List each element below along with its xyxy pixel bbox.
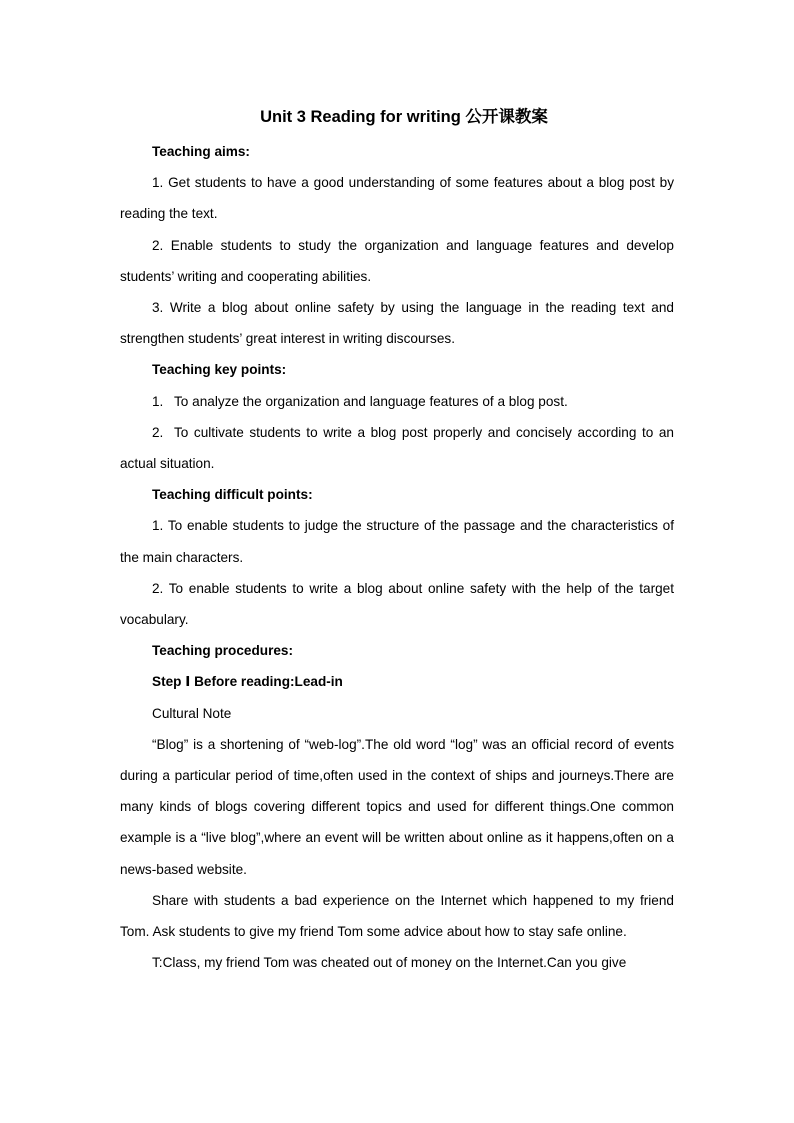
key-point-number: 2. [152, 424, 164, 440]
teaching-aim-item: 3. Write a blog about online safety by using the language in the reading text and strengthen students’ great interest in writing discourses. [120, 300, 674, 347]
share-experience-text: Share with students a bad experience on the Internet which happened to my friend Tom. Ask students to give my friend Tom some advice about how to stay safe online. [120, 892, 674, 940]
key-point-item [120, 417, 674, 479]
key-point-number: 1. [152, 393, 164, 409]
key-points-heading: Teaching key points: [152, 362, 287, 378]
key-point-text: To analyze the organization and language features of a blog post. [174, 393, 568, 409]
procedures-heading: Teaching procedures: [152, 643, 294, 659]
teaching-aim-item: 1. Get students to have a good understanding of some features about a blog post by reading the text. [120, 175, 674, 222]
document-title: Unit 3 Reading for writing 公开课教案 [260, 108, 548, 126]
difficult-points-heading: Teaching difficult points: [152, 487, 313, 503]
cultural-note-label: Cultural Note [152, 705, 232, 721]
key-point-item [120, 386, 674, 417]
key-point-text: To cultivate students to write a blog post properly and concisely according to an actual situation. [120, 424, 674, 472]
difficult-point-item: 1. To enable students to judge the structure of the passage and the characteristics of the main characters. [120, 518, 674, 565]
cultural-note-text: “Blog” is a shortening of “web-log”.The old word “log” was an official record of events during a particular period of time,often used in the context of ships and journeys.There are many kinds of blogs covering different topics and used for different things.One common example is a “live blog”,where an event will be written about online as it happens,often on a news-based website. [120, 736, 674, 877]
teaching-aim-item: 2. Enable students to study the organization and language features and develop students’ writing and cooperating abilities. [120, 237, 674, 284]
document-body [120, 105, 674, 978]
teacher-dialogue-text: T:Class, my friend Tom was cheated out of money on the Internet.Can you give [152, 955, 627, 971]
step-one-heading: Step Ⅰ Before reading:Lead-in [152, 674, 343, 690]
teaching-aims-heading: Teaching aims: [152, 144, 250, 159]
difficult-point-item: 2. To enable students to write a blog about online safety with the help of the target vocabulary. [120, 580, 674, 628]
